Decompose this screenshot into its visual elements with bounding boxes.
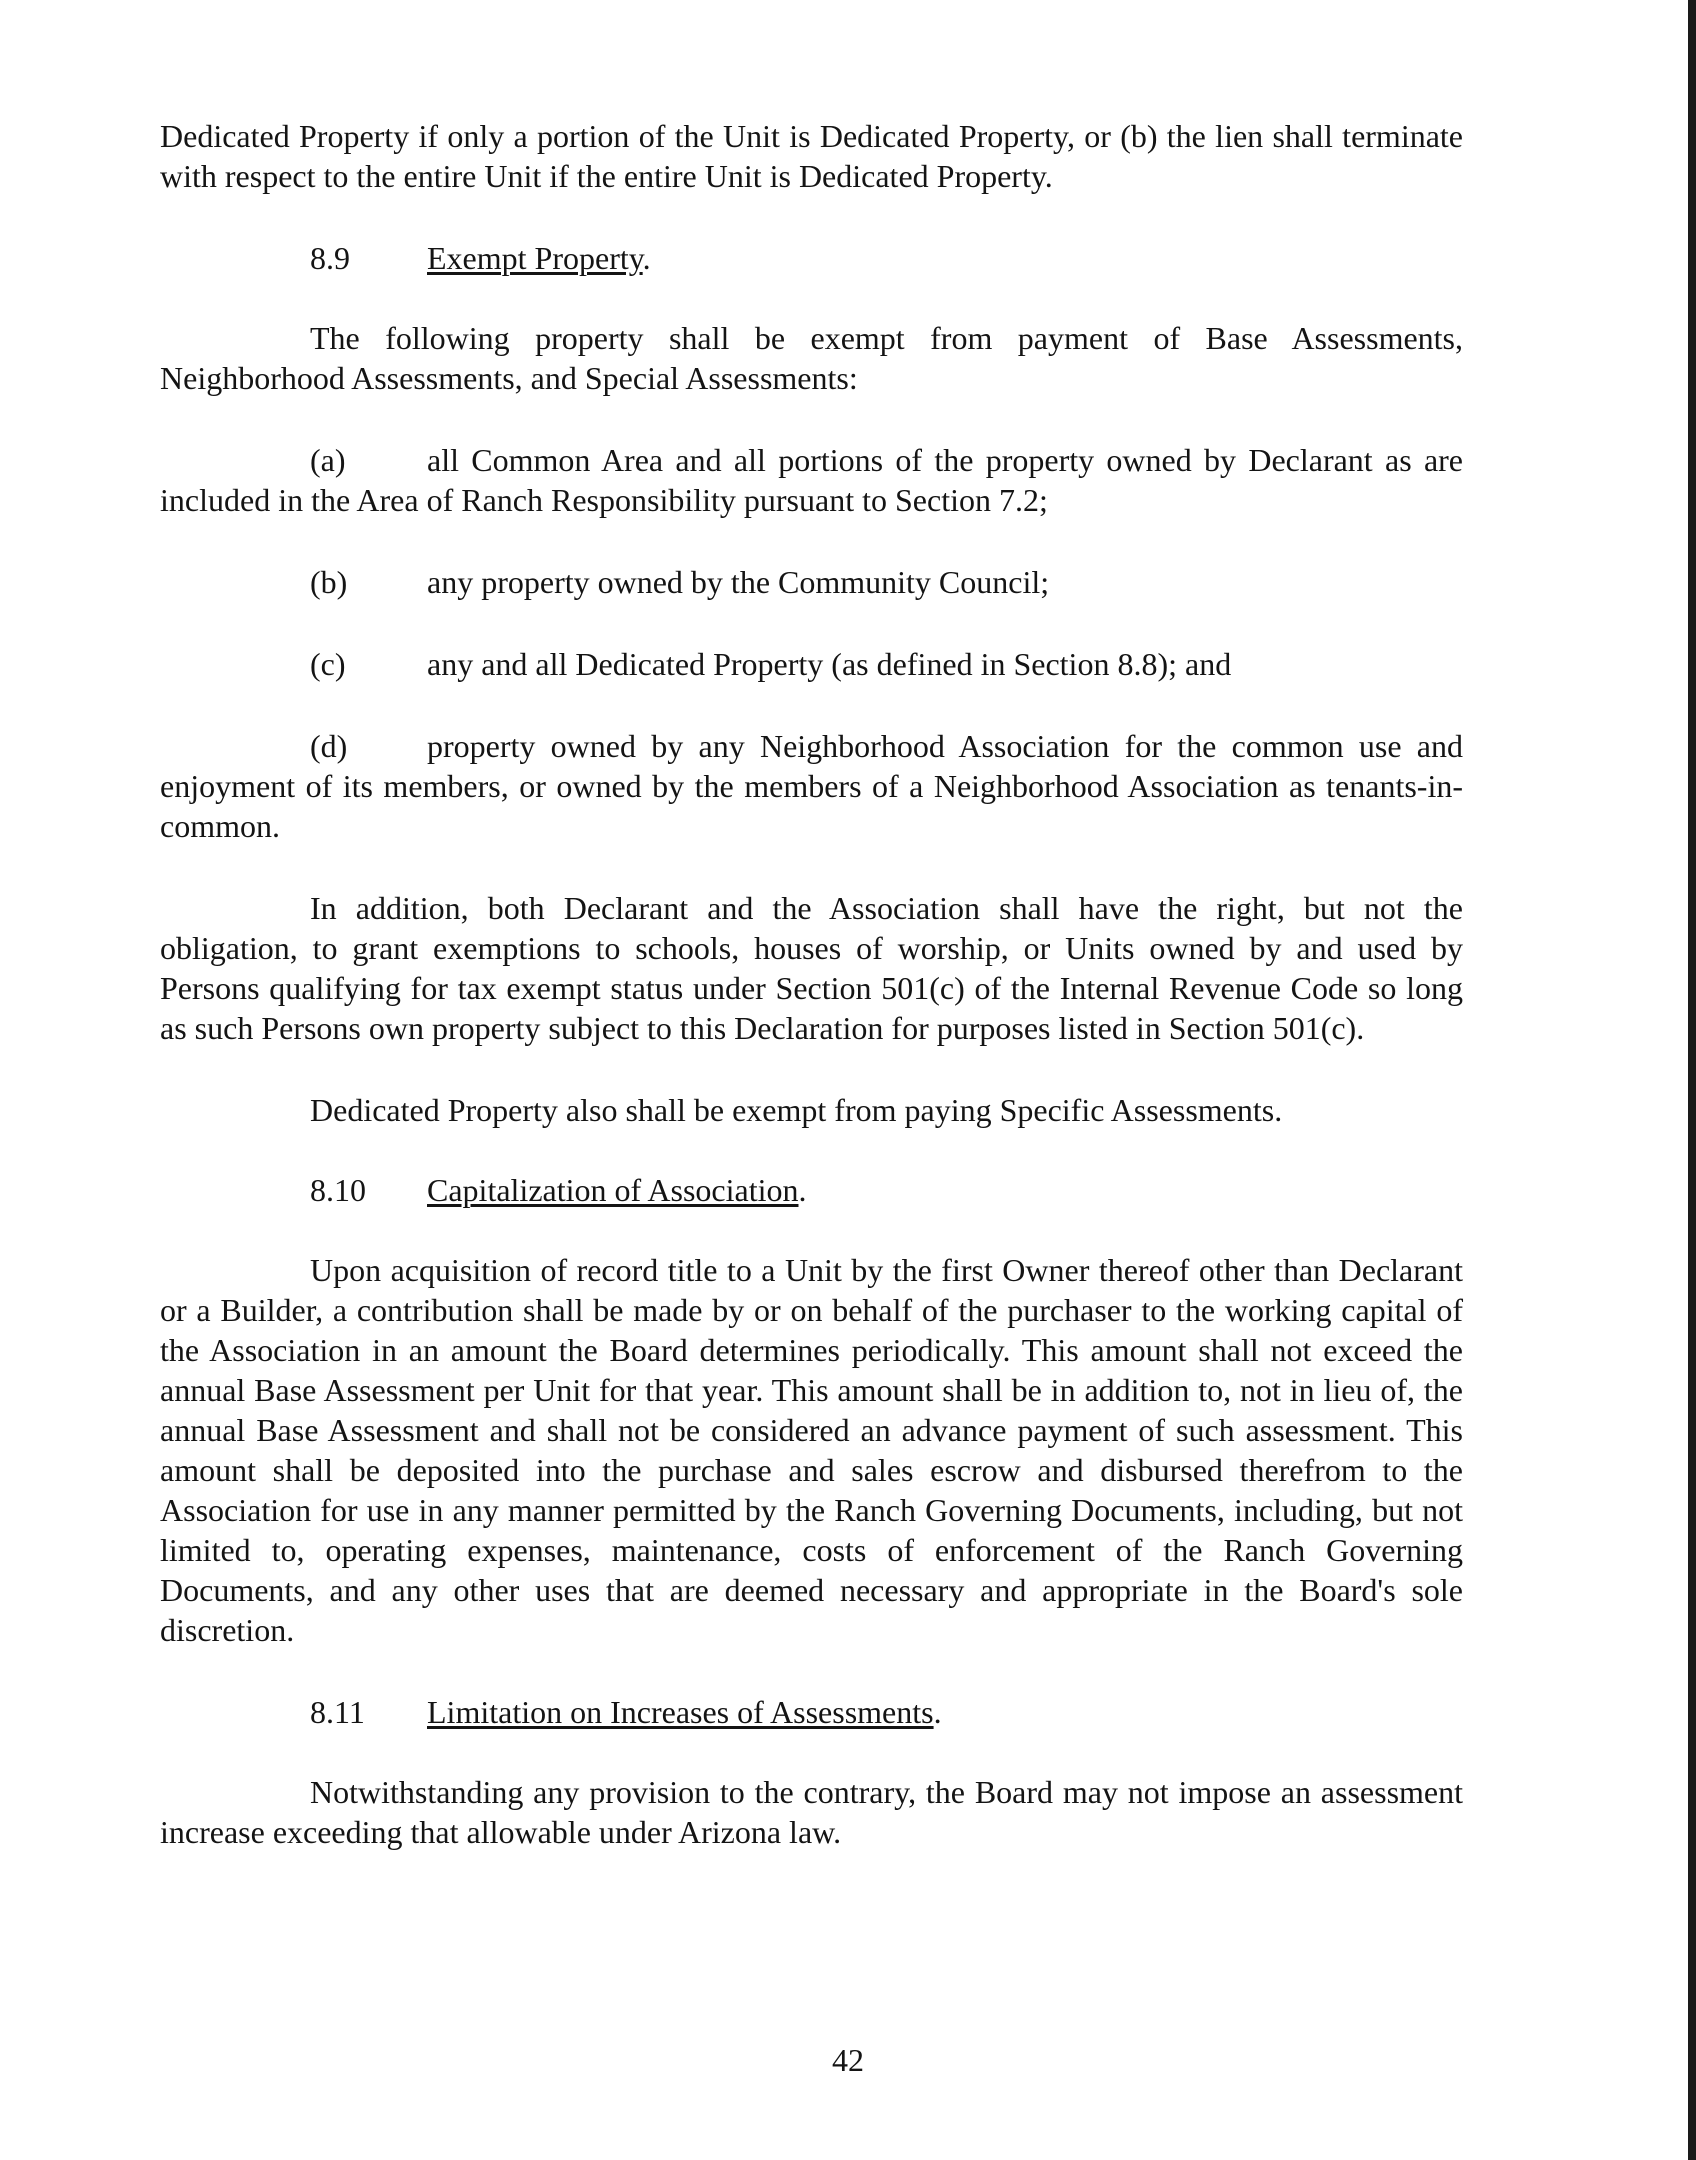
section-8-9-addition: In addition, both Declarant and the Association shall have the right, but not the obligation, to grant exemptions to schools, houses of worship, or Units owned by and used by Persons qualifying for tax exempt status under Section 501(c) of the Internal Revenue Code so long as such Persons own property subject to this Declaration for purposes listed in Section 501(c).	[160, 890, 1463, 1046]
section-8-10-heading: 8.10 Capitalization of Association.	[310, 1172, 807, 1208]
list-item-text: all Common Area and all portions of the property owned by Declarant as are included in the Area of Ranch Responsibility pursuant to Section 7.2;	[160, 442, 1463, 518]
list-item-text: any and all Dedicated Property (as defined in Section 8.8); and	[427, 646, 1232, 682]
scan-edge-border	[1688, 0, 1696, 2160]
section-8-11-title: Limitation on Increases of Assessments	[427, 1694, 934, 1730]
document-page	[160, 116, 1463, 1852]
list-item-label: (b)	[310, 564, 348, 600]
section-8-9-title: Exempt Property	[427, 240, 643, 276]
section-8-10-title: Capitalization of Association	[427, 1172, 799, 1208]
section-8-9-number: 8.9	[310, 240, 350, 276]
section-8-10-body: Upon acquisition of record title to a Unit by the first Owner thereof other than Declarant or a Builder, a contribution shall be made by or on behalf of the purchaser to the working capital of the Association in an amount the Board determines periodically. This amount shall not exceed the annual Base Assessment per Unit for that year. This amount shall be in addition to, not in lieu of, the annual Base Assessment and shall not be considered an advance payment of such assessment. This amount shall be deposited into the purchase and sales escrow and disbursed therefrom to the Association for use in any manner permitted by the Ranch Governing Documents, including, but not limited to, operating expenses, maintenance, costs of enforcement of the Ranch Governing Documents, and any other uses that are deemed necessary and appropriate in the Board's sole discretion.	[160, 1252, 1463, 1648]
section-8-10-number: 8.10	[310, 1172, 366, 1208]
list-item-label: (c)	[310, 646, 346, 682]
page-number: 42	[832, 2042, 864, 2078]
section-8-9-lead: The following property shall be exempt from payment of Base Assessments, Neighborhood Assessments, and Special Assessments:	[160, 320, 1463, 396]
list-item-text: property owned by any Neighborhood Association for the common use and enjoyment of its members, or owned by the members of a Neighborhood Association as tenants-in-common.	[160, 728, 1463, 844]
intro-paragraph: Dedicated Property if only a portion of the Unit is Dedicated Property, or (b) the lien shall terminate with respect to the entire Unit if the entire Unit is Dedicated Property.	[160, 118, 1463, 194]
list-item-text: any property owned by the Community Council;	[427, 564, 1050, 600]
list-item-label: (a)	[310, 442, 346, 478]
section-8-9-specific: Dedicated Property also shall be exempt from paying Specific Assessments.	[310, 1092, 1283, 1128]
section-8-11-number: 8.11	[310, 1694, 365, 1730]
list-item-label: (d)	[310, 728, 348, 764]
list-item	[160, 562, 1463, 602]
list-item	[160, 644, 1463, 684]
list-item	[160, 726, 1463, 846]
section-8-11-body: Notwithstanding any provision to the contrary, the Board may not impose an assessment increase exceeding that allowable under Arizona law.	[160, 1774, 1463, 1850]
list-item	[160, 440, 1463, 520]
section-8-9-heading: 8.9 Exempt Property.	[310, 240, 651, 276]
section-8-11-heading: 8.11 Limitation on Increases of Assessments.	[310, 1694, 942, 1730]
